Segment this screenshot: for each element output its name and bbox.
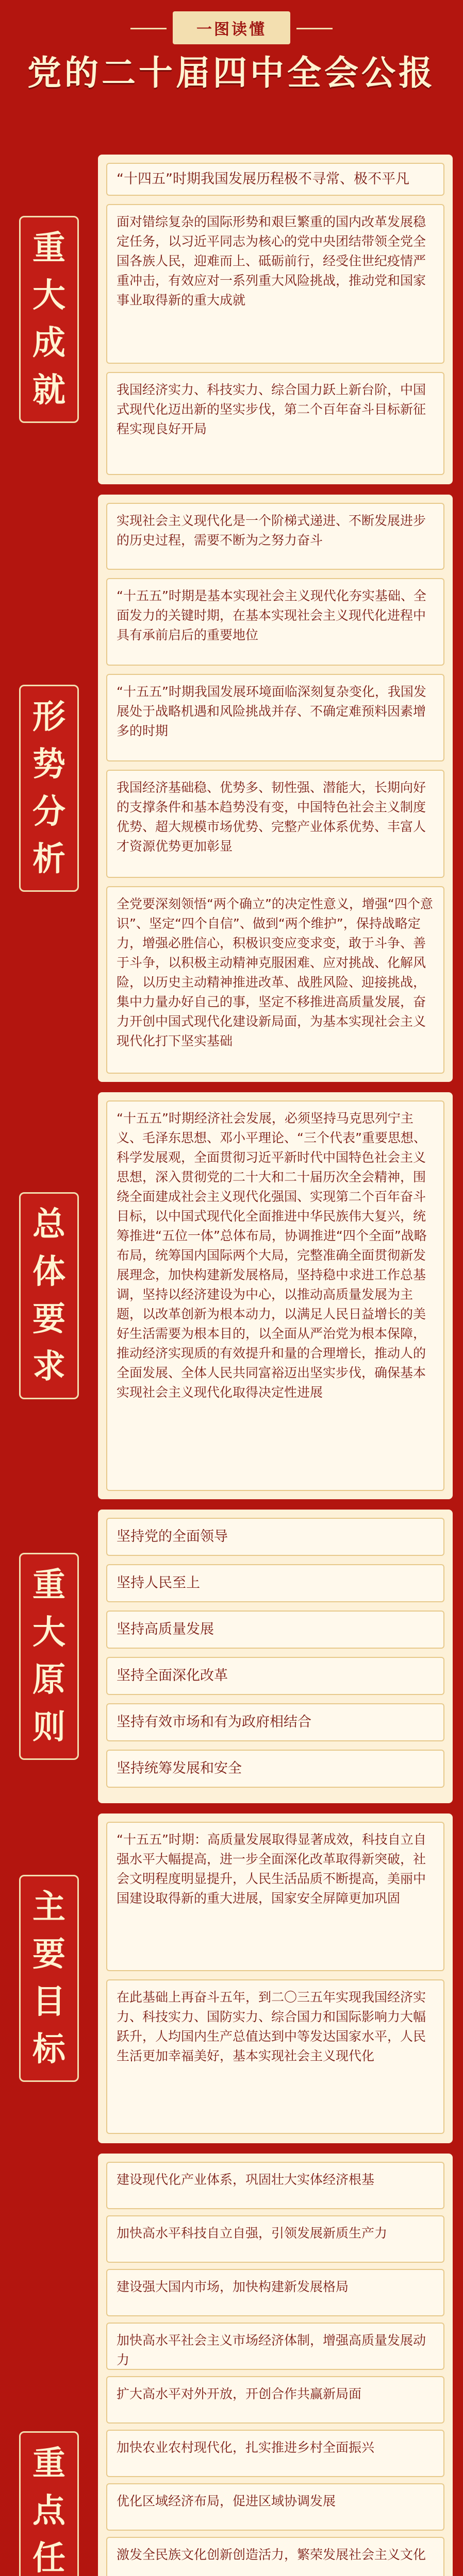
list-item: 坚持高质量发展 <box>106 1611 444 1649</box>
list-item: 激发全民族文化创新创造活力，繁荣发展社会主义文化 <box>106 2537 444 2576</box>
list-item: 扩大高水平对外开放，开创合作共赢新局面 <box>106 2376 444 2424</box>
list-item: 坚持全面深化改革 <box>106 1657 444 1695</box>
section-achievements <box>10 155 453 484</box>
list-item: 坚持人民至上 <box>106 1564 444 1602</box>
section-principles <box>10 1510 453 1803</box>
list-item: 坚持统筹发展和安全 <box>106 1750 444 1788</box>
section-requirements <box>10 1092 453 1499</box>
list-item: 在此基础上再奋斗五年，到二〇三五年实现我国经济实力、科技实力、国防实力、综合国力和国际影响力大幅跃升，人均国内生产总值达到中等发达国家水平，人民生活更加幸福美好，基本实现社会主义现代化 <box>106 1979 444 2134</box>
list-item: 我国经济基础稳、优势多、韧性强、潜能大，长期向好的支撑条件和基本趋势没有变，中国特色社会主义制度优势、超大规模市场优势、完整产业体系优势、丰富人才资源优势更加彰显 <box>106 770 444 878</box>
section-goals <box>10 1814 453 2143</box>
section-label: 重 大 原 则 <box>19 1553 79 1760</box>
section-label: 形 势 分 析 <box>19 685 79 892</box>
list-item: “十四五”时期我国发展历程极不寻常、极不平凡 <box>106 163 444 196</box>
section-situation <box>10 495 453 1082</box>
list-item: 面对错综复杂的国际形势和艰巨繁重的国内改革发展稳定任务，以习近平同志为核心的党中央团结带领全党全国各族人民，迎难而上、砥砺前行，经受住世纪疫情严重冲击，有效应对一系列重大风险挑战，推动党和国家事业取得新的重大成就 <box>106 204 444 364</box>
list-item: “十五五”时期：高质量发展取得显著成效，科技自立自强水平大幅提高，进一步全面深化改革取得新突破，社会文明程度明显提升，人民生活品质不断提高，美丽中国建设取得新的重大进展，国家安全屏障更加巩固 <box>106 1822 444 1971</box>
list-item: 坚持党的全面领导 <box>106 1518 444 1556</box>
list-item: 优化区域经济布局，促进区域协调发展 <box>106 2483 444 2531</box>
page-title: 党的二十届四中全会公报 <box>27 53 436 93</box>
list-item: “十五五”时期我国发展环境面临深刻复杂变化，我国发展处于战略机遇和风险挑战并存、不确定难预料因素增多的时期 <box>106 674 444 761</box>
section-label: 重 大 成 就 <box>19 216 79 423</box>
list-item: “十五五”时期是基本实现社会主义现代化夯实基础、全面发力的关键时期，在基本实现社会主义现代化进程中具有承前启后的重要地位 <box>106 578 444 666</box>
list-item: 全党要深刻领悟“两个确立”的决定性意义，增强“四个意识”、坚定“四个自信”、做到“两个维护”，保持战略定力，增强必胜信心，积极识变应变求变，敢于斗争、善于斗争，以积极主动精神克服困难、应对挑战、化解风险，以历史主动精神推进改革、战胜风险、迎接挑战，集中力量办好自己的事，坚定不移推进高质量发展，奋力开创中国式现代化建设新局面，为基本实现社会主义现代化打下坚实基础 <box>106 886 444 1074</box>
list-item: 加快高水平科技自立自强，引领发展新质生产力 <box>106 2215 444 2263</box>
list-item: 我国经济实力、科技实力、综合国力跃上新台阶，中国式现代化迈出新的坚实步伐，第二个百年奋斗目标新征程实现良好开局 <box>106 372 444 475</box>
section-label: 重 点 任 <box>19 2431 79 2576</box>
list-item: 加快高水平社会主义市场经济体制，增强高质量发展动力 <box>106 2323 444 2370</box>
list-item: 建设强大国内市场，加快构建新发展格局 <box>106 2269 444 2316</box>
section-tasks <box>10 2154 453 2576</box>
header <box>0 0 463 134</box>
section-label: 主 要 目 标 <box>19 1875 79 2082</box>
list-item: 建设现代化产业体系，巩固壮大实体经济根基 <box>106 2162 444 2209</box>
list-item: “十五五”时期经济社会发展，必须坚持马克思列宁主义、毛泽东思想、邓小平理论、“三个代表”重要思想、科学发展观，全面贯彻习近平新时代中国特色社会主义思想，深入贯彻党的二十大和二十届历次全会精神，围绕全面建成社会主义现代化强国、实现第二个百年奋斗目标，以中国式现代化全面推进中华民族伟大复兴，统筹推进“五位一体”总体布局，协调推进“四个全面”战略布局，统筹国内国际两个大局，完整准确全面贯彻新发展理念，加快构建新发展格局，坚持稳中求进工作总基调，坚持以经济建设为中心，以推动高质量发展为主题，以改革创新为根本动力，以满足人民日益增长的美好生活需要为根本目的，以全面从严治党为根本保障，推动经济实现质的有效提升和量的合理增长，推动人的全面发展、全体人民共同富裕迈出坚实步伐，确保基本实现社会主义现代化取得决定性进展 <box>106 1100 444 1491</box>
ribbon-label: 一图读懂 <box>173 11 290 44</box>
section-label: 总 体 要 求 <box>19 1192 79 1399</box>
list-item: 实现社会主义现代化是一个阶梯式递进、不断发展进步的历史过程，需要不断为之努力奋斗 <box>106 503 444 570</box>
list-item: 坚持有效市场和有为政府相结合 <box>106 1703 444 1741</box>
list-item: 加快农业农村现代化，扎实推进乡村全面振兴 <box>106 2430 444 2477</box>
